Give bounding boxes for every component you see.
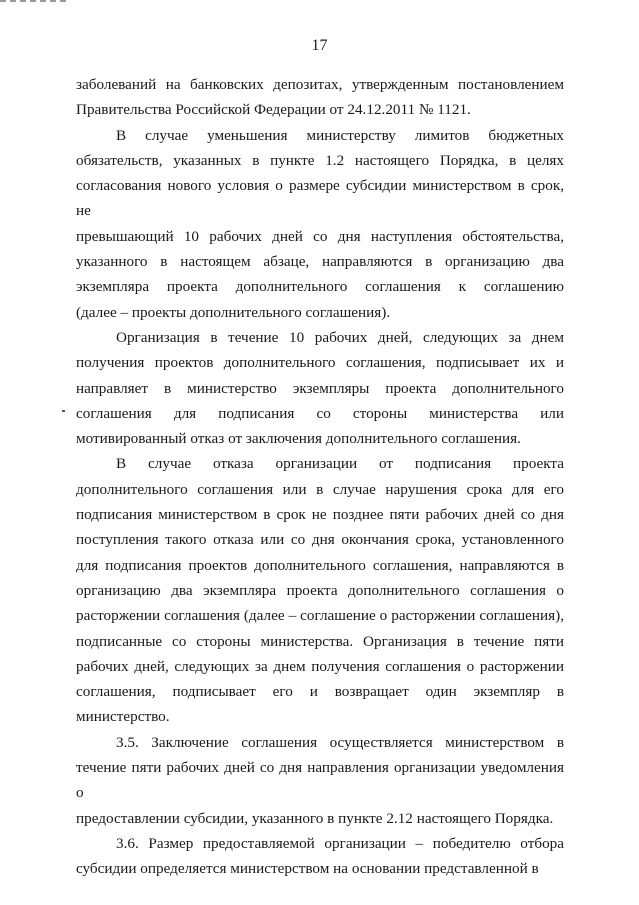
paragraph-4-line-1: В случае отказа организации от подписания проекта	[116, 455, 564, 473]
page-number: 17	[311, 37, 328, 54]
paragraph-2-line-2: обязательств, указанных в пункте 1.2 настоящего Порядка, в целях	[76, 151, 564, 169]
paragraph-6-line-1: 3.6. Размер предоставляемой организации – победителю отбора	[116, 834, 564, 852]
paragraph-4-line-6: организацию два экземпляра проекта дополнительного соглашения о	[76, 581, 564, 599]
paragraph-2-line-6: экземпляра проекта дополнительного соглашения к соглашению	[76, 278, 564, 296]
paragraph-4-line-9: рабочих дней, следующих за днем получения соглашения о расторжении	[76, 657, 564, 675]
paragraph-5-line-2: течение пяти рабочих дней со дня направления организации уведомления о	[76, 759, 564, 802]
paragraph-4-line-5: для подписания проектов дополнительного соглашения, направляются в	[76, 556, 564, 574]
paragraph-2-line-4: превышающий 10 рабочих дней со дня наступления обстоятельства,	[76, 227, 564, 245]
paragraph-2-line-5: указанного в настоящем абзаце, направляются в организацию два	[76, 253, 564, 271]
paragraph-3-line-4: соглашения для подписания со стороны министерства или	[76, 404, 564, 422]
paragraph-1-line-2: Правительства Российской Федерации от 24.12.2011 № 1121.	[76, 101, 471, 119]
paragraph-3-line-2: получения проектов дополнительного соглашения, подписывает их и	[76, 354, 564, 372]
paragraph-6-line-2: субсидии определяется министерством на основании представленной в	[76, 860, 539, 878]
paragraph-4-line-7: расторжении соглашения (далее – соглашение о расторжении соглашения),	[76, 607, 564, 625]
paragraph-2-line-3: согласования нового условия о размере субсидии министерством в срок, не	[76, 177, 564, 220]
paragraph-4-line-11: министерство.	[76, 708, 170, 726]
paragraph-5-line-3: предоставлении субсидии, указанного в пункте 2.12 настоящего Порядка.	[76, 809, 554, 827]
paragraph-3-line-1: Организация в течение 10 рабочих дней, следующих за днем	[116, 328, 564, 346]
paragraph-4-line-3: подписания министерством в срок не позднее пяти рабочих дней со дня	[76, 506, 564, 524]
paragraph-4-line-4: поступления такого отказа или со дня окончания срока, установленного	[76, 531, 564, 549]
paragraph-3-line-3: направляет в министерство экземпляры проекта дополнительного	[76, 379, 564, 397]
paragraph-2-line-1: В случае уменьшения министерству лимитов бюджетных	[116, 126, 564, 144]
document-body	[76, 72, 564, 882]
scan-edge-mark	[0, 0, 70, 2]
paragraph-5-line-1: 3.5. Заключение соглашения осуществляется министерством в	[116, 733, 564, 751]
paragraph-4-line-8: подписанные со стороны министерства. Организация в течение пяти	[76, 632, 564, 650]
paragraph-1-line-1: заболеваний на банковских депозитах, утвержденным постановлением	[76, 76, 564, 93]
scan-speck	[62, 410, 65, 412]
paragraph-4-line-10: соглашения, подписывает его и возвращает один экземпляр в	[76, 683, 564, 701]
paragraph-4-line-2: дополнительного соглашения или в случае нарушения срока для его	[76, 480, 564, 498]
paragraph-2-line-7: (далее – проекты дополнительного соглашения).	[76, 303, 391, 321]
paragraph-3-line-5: мотивированный отказ от заключения дополнительного соглашения.	[76, 430, 521, 448]
